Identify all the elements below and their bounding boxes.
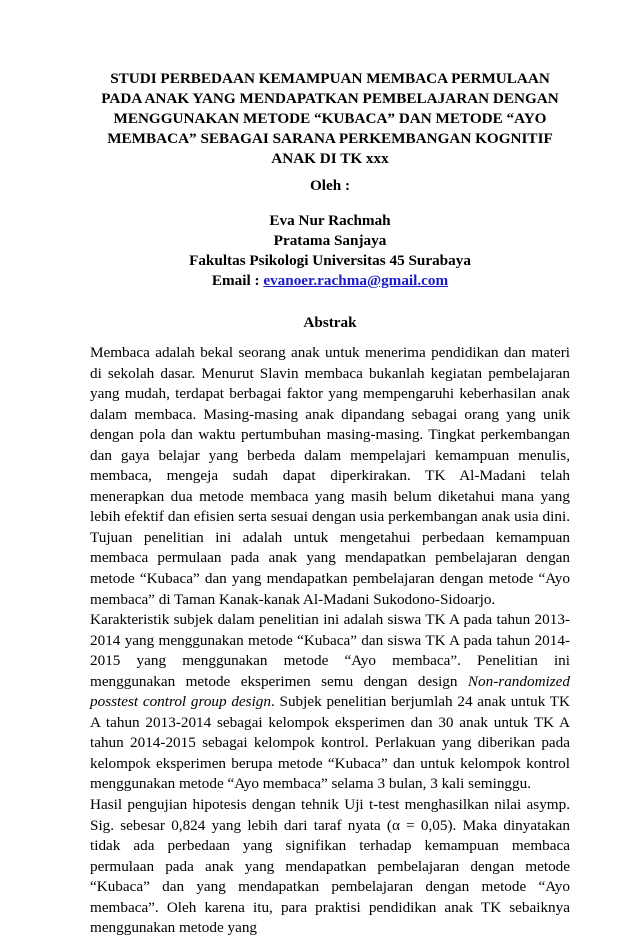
by-label: Oleh : [309,177,351,194]
email-label: Email : [211,272,264,289]
author-name: Eva Nur Rachmah [269,212,391,229]
abstract-text: Karakteristik subjek dalam penelitian ini adalah siswa TK A pada tahun 2013-2014 yang menggunakan metode “Kubaca” dan siswa TK A pada tahun 2014-2015 yang menggunakan metode “Ayo membaca”. Penelitian ini menggunakan metode eksperimen semu dengan design [90,611,570,690]
email-link[interactable]: evanoer.rachma@gmail.com [263,272,449,289]
author-name: Pratama Sanjaya [273,232,387,249]
affiliation: Fakultas Psikologi Universitas 45 Surabaya [189,252,471,269]
abstract-italic-term: Non-randomized posstest control group design [90,672,570,711]
abstract-paragraph: Membaca adalah bekal seorang anak untuk menerima pendidikan dan materi di sekolah dasar. Menurut Slavin membaca bukanlah kegiatan pembelajaran yang mudah, terdapat berbagai faktor yang mempengaruhi keberhasilan anak dalam membaca. Masing-masing anak dipandang sebagai orang yang unik dengan pola dan waktu pertumbuhan masing-masing. Tingkat perkembangan dan gaya belajar yang berbeda dalam mempelajari kemampuan menulis, membaca, mengeja sudah dapat diperkirakan. TK Al-Madani telah menerapkan dua metode membaca yang masih belum diketahui mana yang lebih efektif dan efisien serta sesuai dengan usia perkembangan anak usia dini. Tujuan penelitian ini adalah untuk mengetahui perbedaan kemampuan membaca permulaan pada anak yang mendapatkan pembelajaran dengan metode “Kubaca” dan yang mendapatkan pembelajaran dengan metode “Ayo membaca” di Taman Kanak-kanak Al-Madani Sukodono-Sidoarjo. [90,344,570,608]
abstract-paragraph: Hasil pengujian hipotesis dengan tehnik Uji t-test menghasilkan nilai asymp. Sig. sebesar 0,824 yang lebih dari taraf nyata (α = 0,05). Maka dinyatakan tidak ada perbedaan yang signifikan terhadap kemampuan membaca permulaan pada anak yang mendapatkan pembelajaran dengan metode “Kubaca” dan yang mendapatkan pembelajaran dengan metode “Ayo membaca”. Oleh karena itu, para praktisi pendidikan anak TK sebaiknya menggunakan metode yang [90,796,570,937]
abstract-text: . Subjek penelitian berjumlah 24 anak untuk TK A tahun 2013-2014 sebagai kelompok eksperimen dan 30 anak untuk TK A tahun 2014-2015 sebagai kelompok kontrol. Perlakuan yang diberikan pada kelompok eksperimen berupa metode “Kubaca” dan untuk kelompok kontrol menggunakan metode “Ayo membaca” selama 3 bulan, 3 kali seminggu. [90,693,570,793]
abstract-body [90,343,570,939]
abstract-heading: Abstrak [303,314,357,331]
paper-title: STUDI PERBEDAAN KEMAMPUAN MEMBACA PERMULAAN PADA ANAK YANG MENDAPATKAN PEMBELAJARAN DENGAN MENGGUNAKAN METODE “KUBACA” DAN METODE “AYO MEMBACA” SEBAGAI SARANA PERKEMBANGAN KOGNITIF ANAK DI TK xxx [101,70,559,167]
email-line [60,271,600,291]
abstract-paragraph [90,610,570,795]
